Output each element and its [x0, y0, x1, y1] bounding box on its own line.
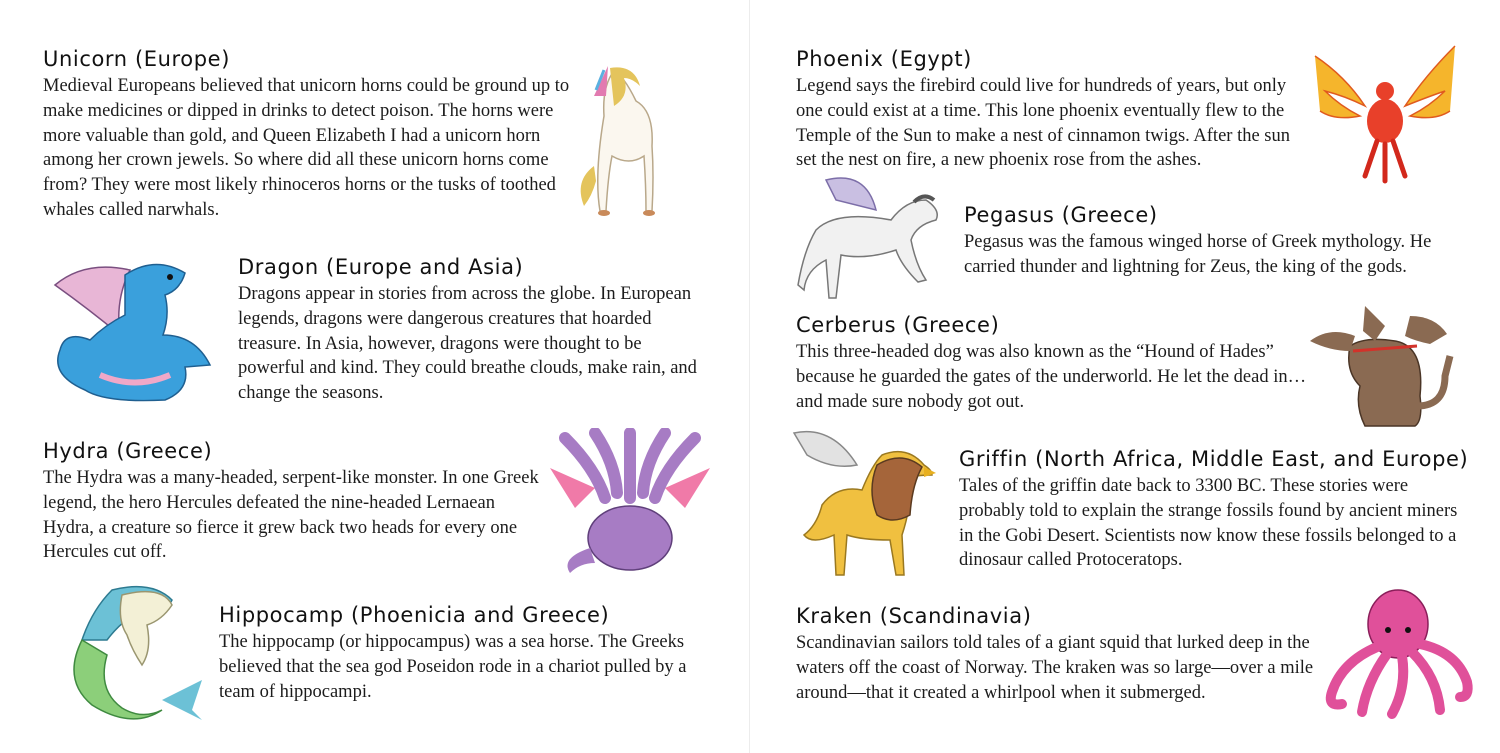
- kraken-illustration: [1322, 582, 1474, 720]
- entry-pegasus: [964, 202, 1464, 280]
- entry-text: Tales of the griffin date back to 3300 BC. These stories were probably told to explain the strange fossils found by ancient miners in the Gobi Desert. Scientists now know these fossils belonged to a dinosaur called Protoceratops.: [959, 476, 1458, 571]
- entry-unicorn: [43, 46, 573, 223]
- entry-text: The hippocamp (or hippocampus) was a sea horse. The Greeks believed that the sea god Poseidon rode in a chariot pulled by a team of hippocampi.: [219, 632, 687, 702]
- entry-cerberus: [796, 312, 1311, 414]
- entry-title: Griffin (North Africa, Middle East, and Europe): [959, 447, 1469, 471]
- griffin-illustration: [792, 425, 940, 580]
- phoenix-illustration: [1305, 36, 1465, 184]
- entry-text: Legend says the firebird could live for hundreds of years, but only one could exist at a time. This lone phoenix eventually flew to the Temple of the Sun to make a nest of cinnamon twigs. After the sun set the nest on fire, a new phoenix rose from the ashes.: [796, 76, 1290, 171]
- entry-title: Hydra (Greece): [43, 439, 213, 463]
- entry-title: Unicorn (Europe): [43, 47, 230, 71]
- unicorn-illustration: [574, 56, 674, 226]
- entry-phoenix: [796, 46, 1311, 173]
- entry-text: Pegasus was the famous winged horse of Greek mythology. He carried thunder and lightning for Zeus, the king of the gods.: [964, 232, 1432, 277]
- entry-text: The Hydra was a many-headed, serpent-like monster. In one Greek legend, the hero Hercules defeated the nine-headed Lernaean Hydra, a creature so fierce it grew back two heads for every one Hercules cut off.: [43, 468, 539, 563]
- entry-text: Scandinavian sailors told tales of a giant squid that lurked deep in the waters off the coast of Norway. The kraken was so large—over a mile around—that it created a whirlpool when it submerged.: [796, 633, 1314, 703]
- hydra-illustration: [545, 428, 715, 578]
- entry-title: Cerberus (Greece): [796, 313, 1000, 337]
- entry-text: Medieval Europeans believed that unicorn horns could be ground up to make medicines or dipped in drinks to detect poison. The horns were more valuable than gold, and Queen Elizabeth I had a unicorn horn among her crown jewels. So where did all these unicorn horns come from? They were most likely rhinoceros horns or the tusks of toothed whales called narwhals.: [43, 76, 570, 220]
- entry-hippocamp: [219, 602, 719, 704]
- entry-griffin: [959, 446, 1469, 573]
- dragon-illustration: [45, 255, 220, 405]
- cerberus-illustration: [1305, 296, 1455, 431]
- entry-title: Hippocamp (Phoenicia and Greece): [219, 603, 610, 627]
- entry-hydra: [43, 438, 543, 565]
- entry-title: Phoenix (Egypt): [796, 47, 972, 71]
- pegasus-illustration: [796, 170, 948, 302]
- entry-title: Pegasus (Greece): [964, 203, 1158, 227]
- entry-title: Dragon (Europe and Asia): [238, 255, 524, 279]
- entry-title: Kraken (Scandinavia): [796, 604, 1032, 628]
- entry-dragon: [238, 254, 708, 406]
- page-gutter: [749, 0, 750, 753]
- hippocamp-illustration: [52, 570, 212, 730]
- entry-kraken: [796, 603, 1321, 705]
- entry-text: This three-headed dog was also known as the “Hound of Hades” because he guarded the gates of the underworld. He let the dead in…and made sure nobody got out.: [796, 342, 1307, 412]
- entry-text: Dragons appear in stories from across the globe. In European legends, dragons were dangerous creatures that hoarded treasure. In Asia, however, dragons were thought to be powerful and kind. They could breathe clouds, make rain, and change the seasons.: [238, 284, 697, 404]
